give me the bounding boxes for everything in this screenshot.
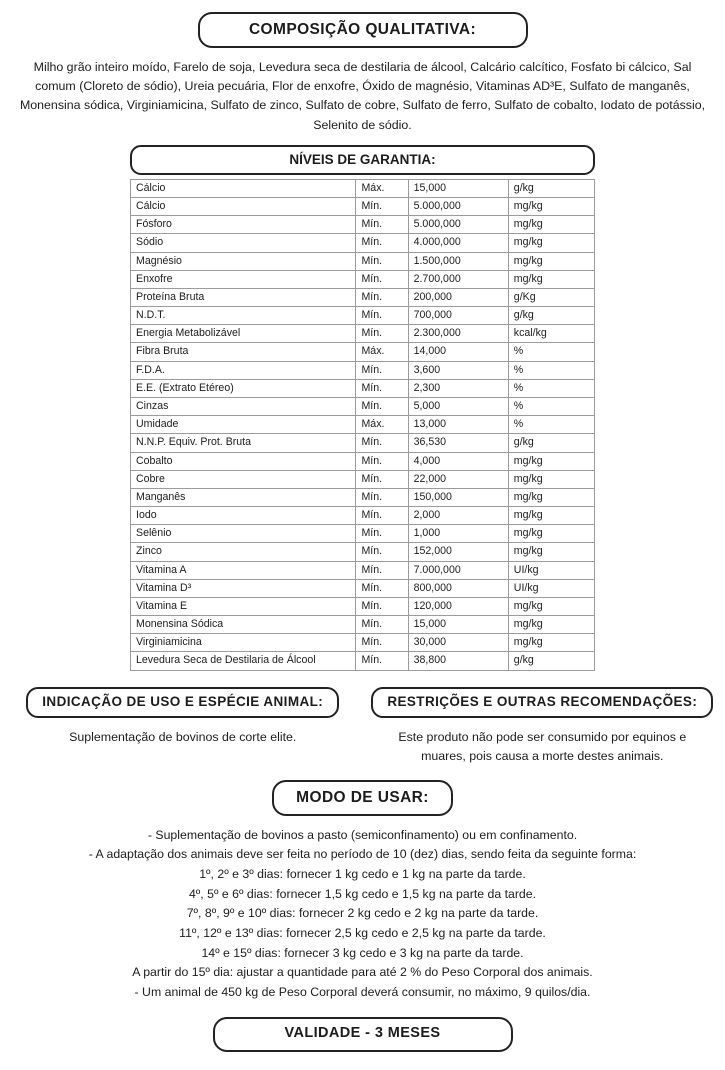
cell-value: 1.500,000 — [408, 252, 508, 270]
cell-name: Sódio — [131, 234, 356, 252]
cell-limit: Mín. — [356, 561, 408, 579]
cell-name: Virginiamicina — [131, 634, 356, 652]
cell-unit: % — [508, 397, 594, 415]
table-row — [131, 343, 595, 361]
cell-unit: mg/kg — [508, 452, 594, 470]
indication-text: Suplementação de bovinos de corte elite. — [69, 730, 297, 745]
cell-limit: Mín. — [356, 579, 408, 597]
cell-value: 13,000 — [408, 416, 508, 434]
how-to-use-line: - Suplementação de bovinos a pasto (semiconfinamento) ou em confinamento. — [147, 827, 578, 842]
cell-value: 14,000 — [408, 343, 508, 361]
cell-name: Fósforo — [131, 216, 356, 234]
cell-limit: Mín. — [356, 488, 408, 506]
cell-name: N.D.T. — [131, 307, 356, 325]
table-row — [131, 561, 595, 579]
cell-unit: UI/kg — [508, 561, 594, 579]
cell-name: Cobre — [131, 470, 356, 488]
cell-limit: Mín. — [356, 325, 408, 343]
cell-limit: Mín. — [356, 652, 408, 670]
table-row — [131, 270, 595, 288]
table-row — [131, 525, 595, 543]
cell-name: Vitamina E — [131, 597, 356, 615]
how-to-use-line: A partir do 15º dia: ajustar a quantidade para até 2 % do Peso Corporal dos animais. — [132, 965, 593, 980]
how-to-use-text — [10, 824, 715, 1003]
cell-limit: Mín. — [356, 634, 408, 652]
how-to-use-line: 4º, 5º e 6º dias: fornecer 1,5 kg cedo e 1,5 kg na parte da tarde. — [188, 886, 537, 901]
table-row — [131, 452, 595, 470]
table-row — [131, 543, 595, 561]
table-row — [131, 216, 595, 234]
table-row — [131, 597, 595, 615]
table-row — [131, 616, 595, 634]
cell-value: 36,530 — [408, 434, 508, 452]
composition-header — [10, 12, 715, 48]
cell-value: 2,300 — [408, 379, 508, 397]
table-row — [131, 307, 595, 325]
cell-name: Proteína Bruta — [131, 288, 356, 306]
table-row — [131, 470, 595, 488]
cell-name: Cálcio — [131, 179, 356, 197]
cell-value: 3,600 — [408, 361, 508, 379]
restrictions-column — [370, 687, 715, 766]
cell-limit: Mín. — [356, 234, 408, 252]
cell-value: 30,000 — [408, 634, 508, 652]
cell-value: 15,000 — [408, 616, 508, 634]
cell-unit: mg/kg — [508, 470, 594, 488]
cell-limit: Máx. — [356, 343, 408, 361]
cell-unit: mg/kg — [508, 543, 594, 561]
cell-value: 2,000 — [408, 507, 508, 525]
table-row — [131, 507, 595, 525]
cell-name: F.D.A. — [131, 361, 356, 379]
cell-name: Levedura Seca de Destilaria de Álcool — [131, 652, 356, 670]
cell-name: Monensina Sódica — [131, 616, 356, 634]
cell-name: Enxofre — [131, 270, 356, 288]
table-row — [131, 488, 595, 506]
cell-value: 2.700,000 — [408, 270, 508, 288]
cell-name: Magnésio — [131, 252, 356, 270]
how-to-use-line: 1º, 2º e 3º dias: fornecer 1 kg cedo e 1 kg na parte da tarde. — [199, 867, 526, 882]
table-row — [131, 397, 595, 415]
cell-unit: mg/kg — [508, 634, 594, 652]
cell-limit: Mín. — [356, 270, 408, 288]
cell-unit: g/Kg — [508, 288, 594, 306]
cell-limit: Mín. — [356, 597, 408, 615]
guarantee-levels-block — [130, 145, 595, 671]
table-row — [131, 579, 595, 597]
table-row — [131, 234, 595, 252]
cell-limit: Mín. — [356, 470, 408, 488]
cell-name: Zinco — [131, 543, 356, 561]
cell-value: 152,000 — [408, 543, 508, 561]
table-row — [131, 361, 595, 379]
how-to-use-title: MODO DE USAR: — [272, 780, 453, 816]
table-row — [131, 198, 595, 216]
cell-value: 5.000,000 — [408, 216, 508, 234]
guarantee-levels-table — [130, 179, 595, 671]
restrictions-title: RESTRIÇÕES E OUTRAS RECOMENDAÇÕES: — [371, 687, 713, 719]
cell-limit: Mín. — [356, 507, 408, 525]
validity-title: VALIDADE - 3 MESES — [213, 1017, 513, 1052]
cell-limit: Mín. — [356, 616, 408, 634]
cell-unit: % — [508, 343, 594, 361]
cell-value: 1,000 — [408, 525, 508, 543]
cell-unit: mg/kg — [508, 525, 594, 543]
cell-name: Manganês — [131, 488, 356, 506]
how-to-use-line: 14º e 15º dias: fornecer 3 kg cedo e 3 kg na parte da tarde. — [201, 945, 524, 960]
cell-value: 800,000 — [408, 579, 508, 597]
table-row — [131, 434, 595, 452]
cell-name: Vitamina A — [131, 561, 356, 579]
table-row — [131, 252, 595, 270]
cell-unit: g/kg — [508, 652, 594, 670]
how-to-use-header — [10, 780, 715, 816]
cell-limit: Mín. — [356, 434, 408, 452]
cell-unit: g/kg — [508, 434, 594, 452]
cell-unit: % — [508, 416, 594, 434]
cell-value: 5,000 — [408, 397, 508, 415]
cell-name: Umidade — [131, 416, 356, 434]
cell-limit: Máx. — [356, 416, 408, 434]
cell-limit: Máx. — [356, 179, 408, 197]
how-to-use-line: 7º, 8º, 9º e 10º dias: fornecer 2 kg cedo e 2 kg na parte da tarde. — [186, 906, 539, 921]
guarantee-levels-title: NÍVEIS DE GARANTIA: — [130, 145, 595, 175]
restrictions-text: Este produto não pode ser consumido por equinos e muares, pois causa a morte destes animais. — [398, 730, 687, 764]
cell-limit: Mín. — [356, 543, 408, 561]
cell-unit: mg/kg — [508, 252, 594, 270]
cell-value: 150,000 — [408, 488, 508, 506]
how-to-use-line: - Um animal de 450 kg de Peso Corporal deverá consumir, no máximo, 9 quilos/dia. — [134, 985, 591, 1000]
table-row — [131, 288, 595, 306]
how-to-use-line: - A adaptação dos animais deve ser feita no período de 10 (dez) dias, sendo feita da seguinte forma: — [88, 847, 637, 862]
table-row — [131, 179, 595, 197]
cell-name: Selênio — [131, 525, 356, 543]
cell-unit: g/kg — [508, 179, 594, 197]
cell-limit: Mín. — [356, 252, 408, 270]
composition-title: COMPOSIÇÃO QUALITATIVA: — [198, 12, 528, 48]
cell-limit: Mín. — [356, 361, 408, 379]
cell-limit: Mín. — [356, 288, 408, 306]
cell-value: 38,800 — [408, 652, 508, 670]
cell-name: N.N.P. Equiv. Prot. Bruta — [131, 434, 356, 452]
table-row — [131, 634, 595, 652]
cell-unit: % — [508, 379, 594, 397]
cell-unit: kcal/kg — [508, 325, 594, 343]
cell-limit: Mín. — [356, 525, 408, 543]
cell-value: 15,000 — [408, 179, 508, 197]
composition-text: Milho grão inteiro moído, Farelo de soja, Levedura seca de destilaria de álcool, Calcário calcítico, Fosfato bi cálcico, Sal comum (Cloreto de sódio), Ureia pecuária, Flor de enxofre, Óxido de magnésio, Vitaminas AD³E, Sulfato de manganês, Monensina sódica, Virginiamicina, Sulfato de zinco, Sulfato de cobre, Sulfato de ferro, Sulfato de cobalto, Iodato de potássio, Selenito de sódio. — [19, 60, 706, 132]
cell-name: Cinzas — [131, 397, 356, 415]
cell-name: Cálcio — [131, 198, 356, 216]
cell-name: Cobalto — [131, 452, 356, 470]
cell-limit: Mín. — [356, 198, 408, 216]
table-row — [131, 416, 595, 434]
cell-unit: mg/kg — [508, 216, 594, 234]
cell-value: 22,000 — [408, 470, 508, 488]
table-row — [131, 325, 595, 343]
cell-unit: % — [508, 361, 594, 379]
indication-column — [10, 687, 355, 766]
cell-value: 4,000 — [408, 452, 508, 470]
cell-unit: mg/kg — [508, 507, 594, 525]
validity-section — [10, 1017, 715, 1052]
cell-value: 2.300,000 — [408, 325, 508, 343]
cell-unit: mg/kg — [508, 270, 594, 288]
table-row — [131, 652, 595, 670]
indication-restrictions-row — [10, 687, 715, 766]
indication-title: INDICAÇÃO DE USO E ESPÉCIE ANIMAL: — [26, 687, 339, 719]
cell-name: E.E. (Extrato Etéreo) — [131, 379, 356, 397]
cell-unit: UI/kg — [508, 579, 594, 597]
validity-header — [10, 1017, 715, 1052]
cell-value: 5.000,000 — [408, 198, 508, 216]
how-to-use-section — [10, 780, 715, 1003]
cell-unit: mg/kg — [508, 597, 594, 615]
cell-unit: mg/kg — [508, 234, 594, 252]
cell-unit: g/kg — [508, 307, 594, 325]
how-to-use-line: 11º, 12º e 13º dias: fornecer 2,5 kg cedo e 2,5 kg na parte da tarde. — [179, 926, 546, 941]
cell-value: 7.000,000 — [408, 561, 508, 579]
cell-value: 200,000 — [408, 288, 508, 306]
cell-limit: Mín. — [356, 379, 408, 397]
cell-name: Vitamina D³ — [131, 579, 356, 597]
cell-unit: mg/kg — [508, 198, 594, 216]
cell-limit: Mín. — [356, 452, 408, 470]
cell-unit: mg/kg — [508, 616, 594, 634]
cell-limit: Mín. — [356, 397, 408, 415]
cell-name: Energia Metabolizável — [131, 325, 356, 343]
cell-limit: Mín. — [356, 307, 408, 325]
cell-name: Fibra Bruta — [131, 343, 356, 361]
cell-value: 700,000 — [408, 307, 508, 325]
table-row — [131, 379, 595, 397]
cell-unit: mg/kg — [508, 488, 594, 506]
cell-value: 4.000,000 — [408, 234, 508, 252]
cell-name: Iodo — [131, 507, 356, 525]
cell-limit: Mín. — [356, 216, 408, 234]
cell-value: 120,000 — [408, 597, 508, 615]
